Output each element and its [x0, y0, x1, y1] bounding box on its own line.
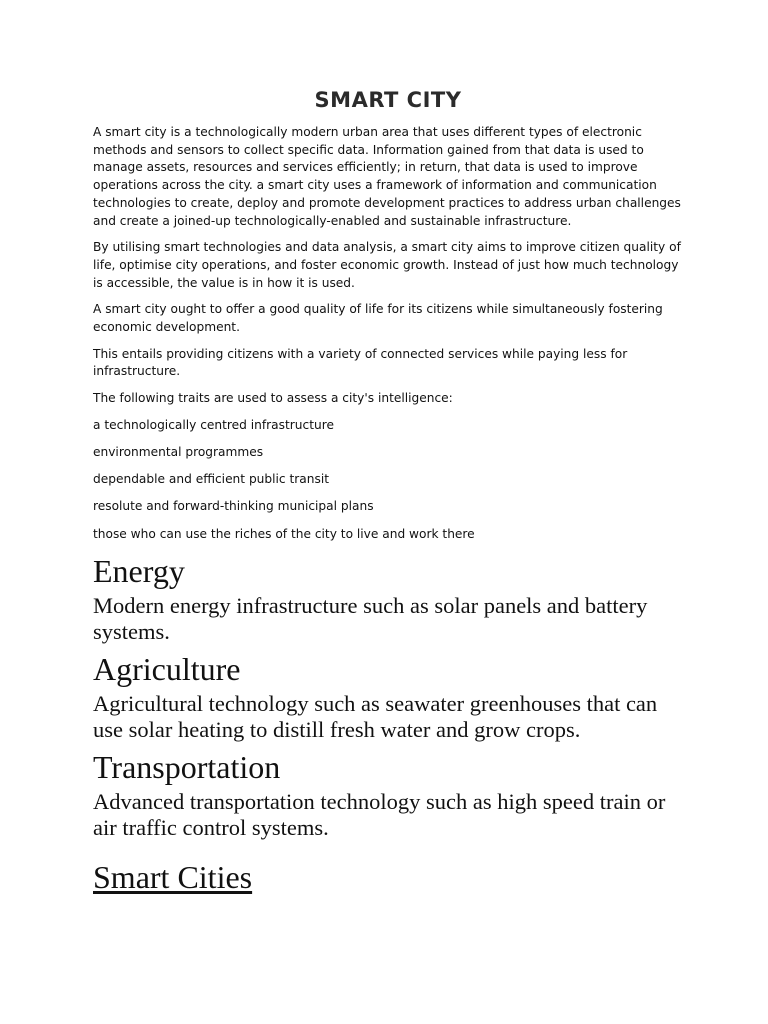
services-paragraph: This entails providing citizens with a variety of connected services while paying less for infrastructure.: [93, 346, 628, 379]
quality-of-life-paragraph: A smart city ought to offer a good quality of life for its citizens while simultaneously fostering economic development.: [93, 302, 663, 335]
trait-item: those who can use the riches of the city to live and work there: [93, 526, 475, 541]
smart-cities-heading: Smart Cities: [93, 858, 253, 895]
section-heading-energy: Energy: [93, 552, 185, 589]
trait-item: environmental programmes: [93, 445, 264, 460]
document-content: [93, 86, 683, 899]
section-text-energy: Modern energy infrastructure such as solar panels and battery systems.: [93, 592, 648, 644]
section-text-transportation: Advanced transportation technology such as high speed train or air traffic control systems.: [93, 788, 666, 840]
section-heading-agriculture: Agriculture: [93, 650, 241, 687]
intro-paragraph: A smart city is a technologically modern urban area that uses different types of electronic methods and sensors to collect specific data. Information gained from that data is used to manage assets, resources and services efficiently; in return, that data is used to improve operations across the city. a smart city uses a framework of information and communication technologies to create, deploy and promote development practices to address urban challenges and create a joined-up technologically-enabled and sustainable infrastructure.: [93, 125, 681, 228]
document-title: SMART CITY: [314, 88, 462, 112]
traits-intro-paragraph: The following traits are used to assess a city's intelligence:: [93, 391, 453, 406]
trait-item: resolute and forward-thinking municipal plans: [93, 499, 374, 514]
trait-item: dependable and efficient public transit: [93, 472, 329, 487]
section-text-agriculture: Agricultural technology such as seawater greenhouses that can use solar heating to distill fresh water and grow crops.: [93, 690, 658, 742]
aims-paragraph: By utilising smart technologies and data analysis, a smart city aims to improve citizen quality of life, optimise city operations, and foster economic growth. Instead of just how much technology is accessible, the value is in how it is used.: [93, 240, 681, 290]
trait-item: a technologically centred infrastructure: [93, 417, 334, 432]
section-heading-transportation: Transportation: [93, 748, 281, 785]
